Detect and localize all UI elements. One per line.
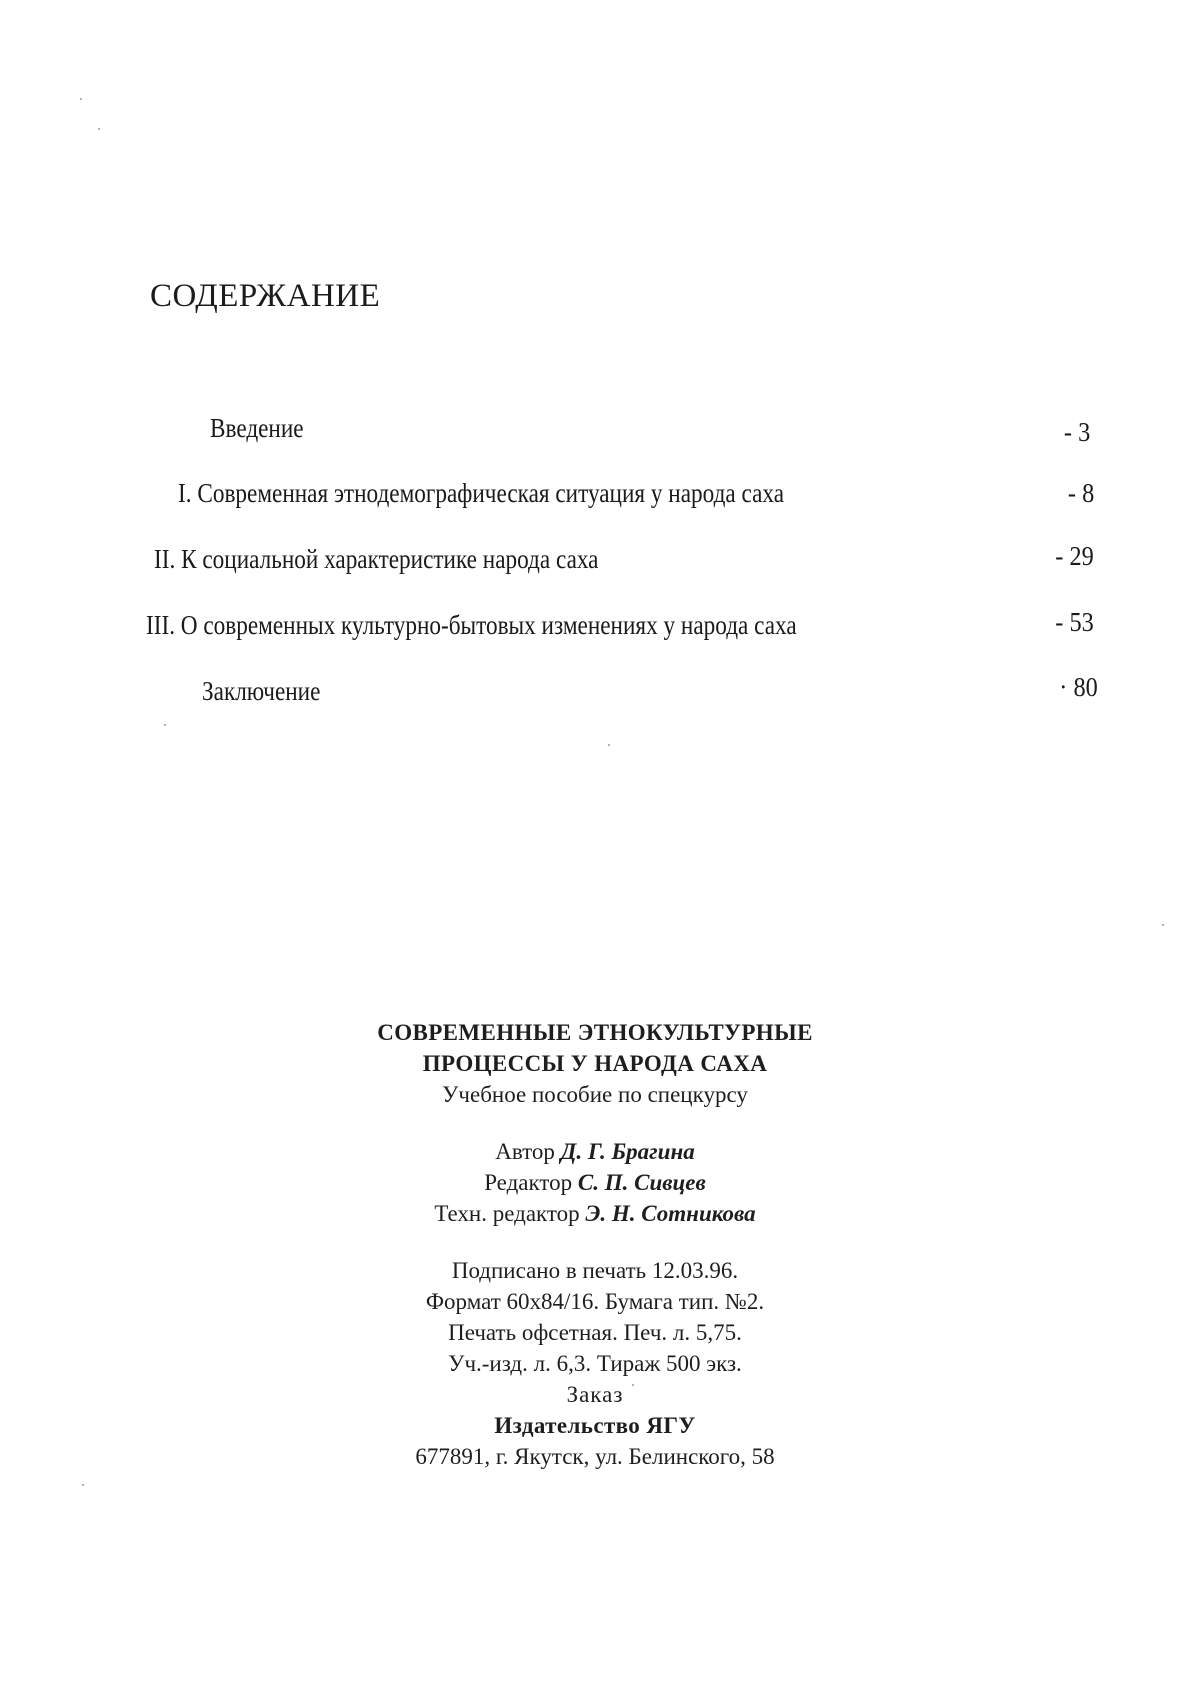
- imprint-block: [0, 1017, 1190, 1472]
- scan-speck: [1162, 924, 1164, 926]
- author-line: [0, 1136, 1190, 1167]
- toc-entry-label: II. К социальной характеристике народа саха: [154, 544, 599, 574]
- toc-entry: [0, 541, 1190, 584]
- order-line: Заказ: [566, 1382, 624, 1407]
- author-label: Автор: [495, 1139, 555, 1164]
- toc-entry-label: III. О современных культурно-бытовых изменениях у народа саха: [146, 610, 797, 640]
- toc-entry: [0, 672, 1190, 716]
- toc-entry: [0, 413, 1190, 453]
- printing-line: Печать офсетная. Печ. л. 5,75.: [448, 1320, 742, 1345]
- toc-entry-page: · 80: [1059, 672, 1098, 702]
- tech-editor-name: Э. Н. Сотникова: [585, 1201, 756, 1226]
- toc-entry: [0, 607, 1190, 650]
- signed-date: Подписано в печать 12.03.96.: [451, 1258, 739, 1283]
- toc-entry-label: I. Современная этнодемографическая ситуация у народа саха: [178, 478, 785, 508]
- toc-entry-page: - 29: [1055, 541, 1094, 571]
- scan-speck: [80, 98, 82, 100]
- toc-entry-label: Введение: [210, 413, 304, 443]
- scan-speck: [164, 724, 166, 726]
- publisher: Издательство ЯГУ: [494, 1413, 696, 1438]
- toc-title: СОДЕРЖАНИЕ: [150, 278, 381, 314]
- toc-entry: [0, 478, 1190, 518]
- toc-entry-page: - 53: [1055, 607, 1094, 637]
- book-title-line-2: ПРОЦЕССЫ У НАРОДА САХА: [422, 1051, 768, 1076]
- toc-entry-page: - 3: [1063, 417, 1090, 447]
- book-subtitle: Учебное пособие по спецкурсу: [442, 1082, 748, 1107]
- editor-name: С. П. Сивцев: [577, 1170, 706, 1195]
- editor-label: Редактор: [484, 1170, 573, 1195]
- book-title-line-1: СОВРЕМЕННЫЕ ЭТНОКУЛЬТУРНЫЕ: [377, 1020, 813, 1045]
- toc-entry-page: - 8: [1067, 478, 1094, 508]
- scan-speck: [98, 128, 100, 130]
- scan-speck: [82, 1484, 84, 1486]
- scan-speck: [632, 1384, 634, 1386]
- format-line: Формат 60х84/16. Бумага тип. №2.: [425, 1289, 765, 1314]
- author-name: Д. Г. Брагина: [560, 1139, 695, 1164]
- publisher-address: 677891, г. Якутск, ул. Белинского, 58: [415, 1444, 775, 1469]
- tech-editor-label: Техн. редактор: [434, 1201, 580, 1226]
- edition-line: Уч.-изд. л. 6,3. Тираж 500 экз.: [448, 1351, 742, 1376]
- scan-speck: [608, 744, 610, 746]
- tech-editor-line: [0, 1198, 1190, 1229]
- toc-entry-label: Заключение: [202, 676, 321, 706]
- editor-line: [0, 1167, 1190, 1198]
